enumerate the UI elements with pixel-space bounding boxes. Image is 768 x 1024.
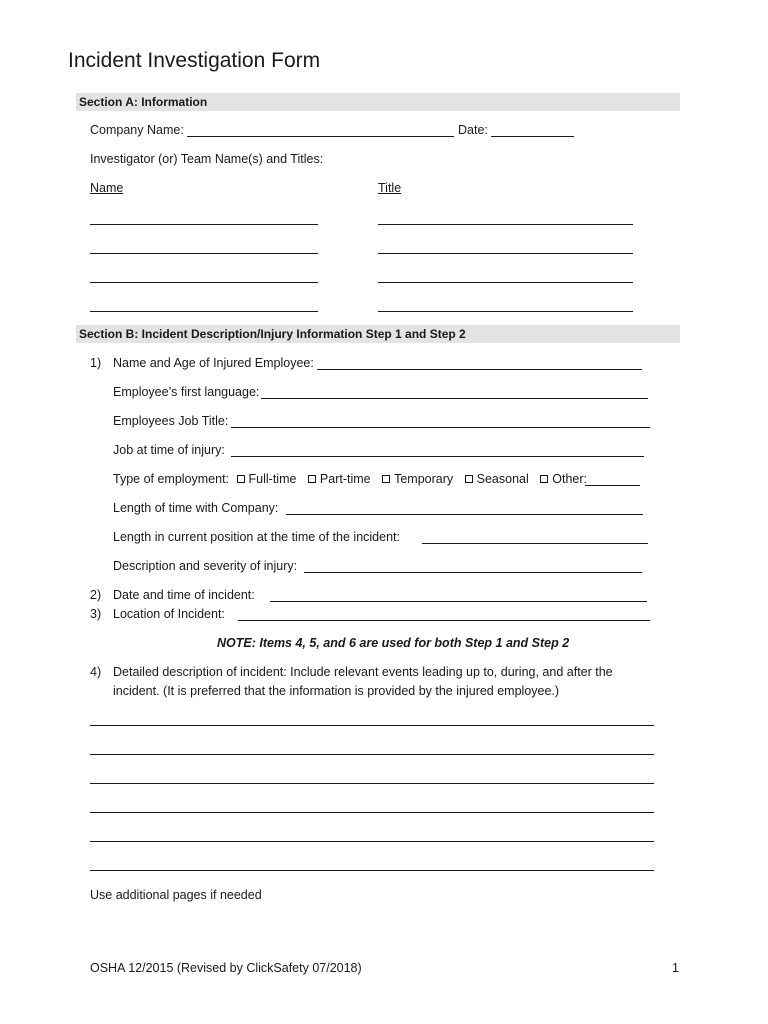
date-label: Date:	[458, 123, 488, 137]
investigator-label: Investigator (or) Team Name(s) and Titles:	[90, 152, 324, 166]
length-company-field[interactable]	[286, 514, 643, 515]
item-2-number: 2)	[90, 588, 102, 602]
full-time-label: Full-time	[248, 472, 297, 486]
investigator-title-field-1[interactable]	[378, 224, 633, 225]
employment-type-row	[113, 472, 587, 486]
section-b-heading: Section B: Incident Description/Injury Information Step 1 and Step 2	[76, 325, 680, 343]
item-4-text-line-1: Detailed description of incident: Include relevant events leading up to, during, and after the	[113, 665, 613, 679]
length-position-field[interactable]	[422, 543, 648, 544]
incident-date-field[interactable]	[270, 601, 647, 602]
investigator-title-field-4[interactable]	[378, 311, 633, 312]
date-field[interactable]	[491, 136, 574, 137]
temporary-checkbox[interactable]	[382, 475, 390, 483]
full-time-checkbox[interactable]	[237, 475, 245, 483]
additional-pages-note: Use additional pages if needed	[90, 888, 262, 902]
injured-employee-field[interactable]	[317, 369, 642, 370]
investigator-name-field-3[interactable]	[90, 282, 318, 283]
steps-note: NOTE: Items 4, 5, and 6 are used for both Step 1 and Step 2	[217, 636, 570, 650]
investigator-title-field-2[interactable]	[378, 253, 633, 254]
incident-description-line-1[interactable]	[90, 725, 654, 726]
incident-location-label: Location of Incident:	[113, 607, 225, 621]
item-3-number: 3)	[90, 607, 102, 621]
injury-description-label: Description and severity of injury:	[113, 559, 298, 573]
incident-description-line-2[interactable]	[90, 754, 654, 755]
name-column-header: Name	[90, 181, 124, 195]
item-4-number: 4)	[90, 665, 102, 679]
investigator-name-field-4[interactable]	[90, 311, 318, 312]
job-at-injury-field[interactable]	[231, 456, 644, 457]
injured-employee-label: Name and Age of Injured Employee:	[113, 356, 314, 370]
first-language-field[interactable]	[261, 398, 648, 399]
incident-description-line-4[interactable]	[90, 812, 654, 813]
other-employment-field[interactable]	[585, 485, 640, 486]
injury-description-field[interactable]	[304, 572, 642, 573]
length-company-label: Length of time with Company:	[113, 501, 279, 515]
incident-location-field[interactable]	[238, 620, 650, 621]
employment-type-label: Type of employment:	[113, 472, 230, 486]
form-title: Incident Investigation Form	[68, 49, 321, 72]
incident-date-label: Date and time of incident:	[113, 588, 255, 602]
job-at-injury-label: Job at time of injury:	[113, 443, 225, 457]
other-label: Other:	[552, 472, 587, 486]
part-time-checkbox[interactable]	[308, 475, 316, 483]
item-1-number: 1)	[90, 356, 102, 370]
investigator-name-field-2[interactable]	[90, 253, 318, 254]
page-number: 1	[672, 961, 679, 975]
company-name-field[interactable]	[187, 136, 454, 137]
incident-description-line-3[interactable]	[90, 783, 654, 784]
incident-description-line-6[interactable]	[90, 870, 654, 871]
first-language-label: Employee’s first language:	[113, 385, 260, 399]
item-4-text-line-2: incident. (It is preferred that the information is provided by the injured employee.)	[113, 684, 560, 698]
incident-description-line-5[interactable]	[90, 841, 654, 842]
footer-revision: OSHA 12/2015 (Revised by ClickSafety 07/2018)	[90, 961, 362, 975]
investigator-name-field-1[interactable]	[90, 224, 318, 225]
section-a-heading: Section A: Information	[76, 93, 680, 111]
investigator-title-field-3[interactable]	[378, 282, 633, 283]
job-title-label: Employees Job Title:	[113, 414, 229, 428]
temporary-label: Temporary	[394, 472, 454, 486]
seasonal-label: Seasonal	[476, 472, 529, 486]
job-title-field[interactable]	[231, 427, 650, 428]
other-checkbox[interactable]	[540, 475, 548, 483]
title-column-header: Title	[378, 181, 402, 195]
part-time-label: Part-time	[319, 472, 371, 486]
company-name-label: Company Name:	[90, 123, 184, 137]
seasonal-checkbox[interactable]	[465, 475, 473, 483]
length-position-label: Length in current position at the time of the incident:	[113, 530, 400, 544]
